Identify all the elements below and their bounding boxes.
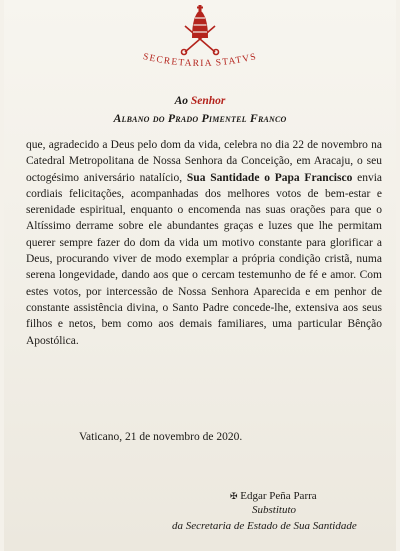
cross-icon: ✠ [230,491,238,501]
institution-name: SECRETARIA STATVS [141,52,259,70]
pope-name: Sua Santidade o Papa Francisco [186,171,353,184]
signatory-name: Edgar Peña Parra [240,490,317,502]
body-text-part1: que, agradecido a Deus pelo dom da vida, celebra no dia 22 de novembro na Catedral Metropolitana de Nossa Senhora da Conceição, em Aracaju, o seu octogésimo aniversário natalício, [26,139,382,184]
papal-emblem [4,4,396,56]
letter-body [26,137,382,349]
institution-seal-text [4,51,396,73]
signatory-name-line [230,489,317,505]
date-line: Vaticano, 21 de novembro de 2020. [79,431,243,443]
salutation-prefix: Ao [174,95,191,107]
tiara-keys-icon [175,4,225,56]
signatory-office: da Secretaria de Estado de Sua Santidade [172,520,357,532]
letter-page [4,0,396,551]
signatory-title: Substituto [252,504,297,516]
addressee-name: Albano do Prado Pimentel Franco [113,111,287,125]
salutation [4,95,396,107]
svg-text:SECRETARIA STATVS [142,52,258,69]
salutation-word: Senhor [190,95,226,107]
body-text-part2: envia cordiais felicitações, acompanhadas dos melhores votos de bem-estar e serenidade espiritual, enquanto o encomenda nas suas orações para que o Altíssimo derrame sobre ele abundantes graças e luzes que lhe permitam querer sempre fazer do dom da vida um motivo constante para glorificar a Deus, procurando viver de modo exemplar a própria condição cristã, numa serena longevidade, dando aos que o cercam testemunho de fé e amor. Com estes votos, por intercessão de Nossa Senhora Aparecida e em penhor de constante assistência divina, o Santo Padre concede-lhe, extensiva aos seus filhos e netos, bem como aos demais familiares, uma particular Bênção Apostólica. [26,171,383,347]
